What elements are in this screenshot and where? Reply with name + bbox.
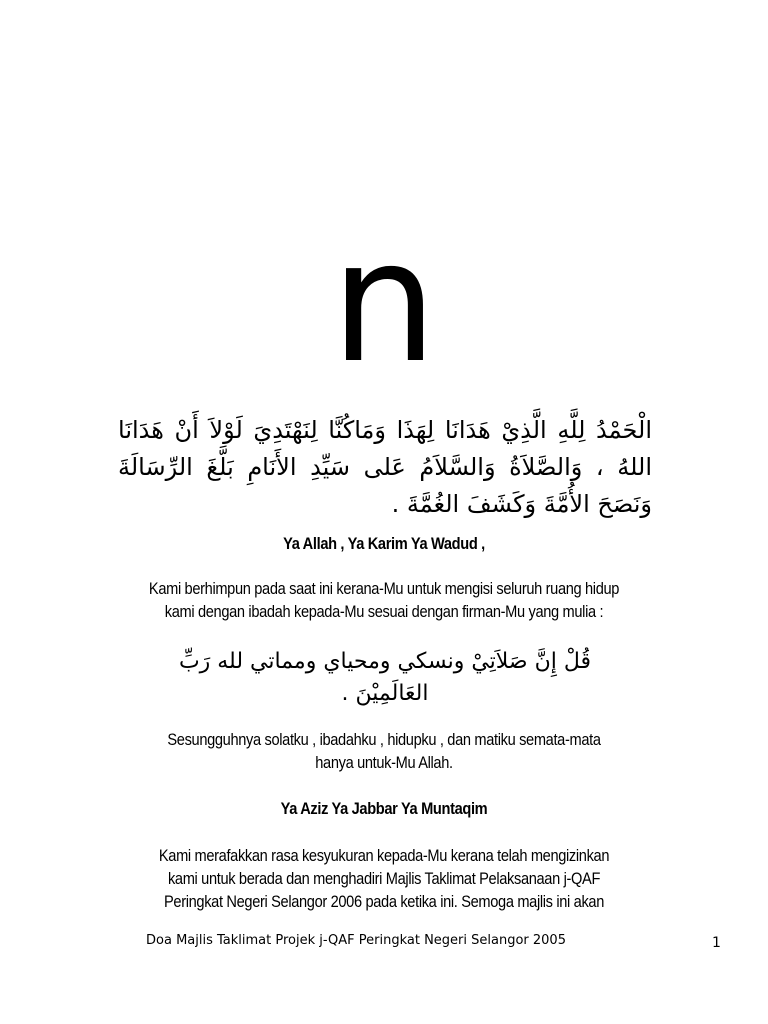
heading-ya-aziz: Ya Aziz Ya Jabbar Ya Muntaqim [280,799,488,818]
heading-ya-allah: Ya Allah , Ya Karim Ya Wadud , [283,534,485,553]
large-glyph: n [330,204,438,400]
paragraph-berhimpun: Kami berhimpun pada saat ini kerana-Mu untuk mengisi seluruh ruang hidup kami dengan ibadah kepada-Mu sesuai dengan firman-Mu yang mulia : [148,579,620,621]
paragraph-translation: Sesungguhnya solatku , ibadahku , hidupku , dan matiku semata-mata hanya untuk-Mu Allah. [167,730,601,772]
paragraph-kesyukuran: Kami merafakkan rasa kesyukuran kepada-Mu kerana telah mengizinkan kami untuk berada dan menghadiri Majlis Taklimat Pelaksanaan j-QAF Peringkat Negeri Selangor 2006 pada ketika ini. Semoga majlis ini akan [158,846,610,911]
arabic-quran-verse: قُلْ إِنَّ صَلاَتِيْ ونسكي ومحياي ومماتي لله رَبِّ العَالَمِيْنَ . [178,649,592,706]
page-number: 1 [712,935,721,951]
arabic-opening-prayer: الْحَمْدُ لِلَّهِ الَّذِيْ هَدَانَا لِهَذَا وَمَاكُنَّا لِنَهْتَدِيَ لَوْلاَ أَنْ هَدَانَا اللهُ ، وَالصَّلاَةُ وَالسَّلاَمُ عَلى سَيِّدِ الأَنَامِ بَلَّغَ الرِّسَالَةَ وَنَصَحَ الأُمَّةَ وَكَشَفَ الغُمَّةَ . [118,416,652,518]
page-footer: Doa Majlis Taklimat Projek j-QAF Peringkat Negeri Selangor 2005 [146,933,566,948]
